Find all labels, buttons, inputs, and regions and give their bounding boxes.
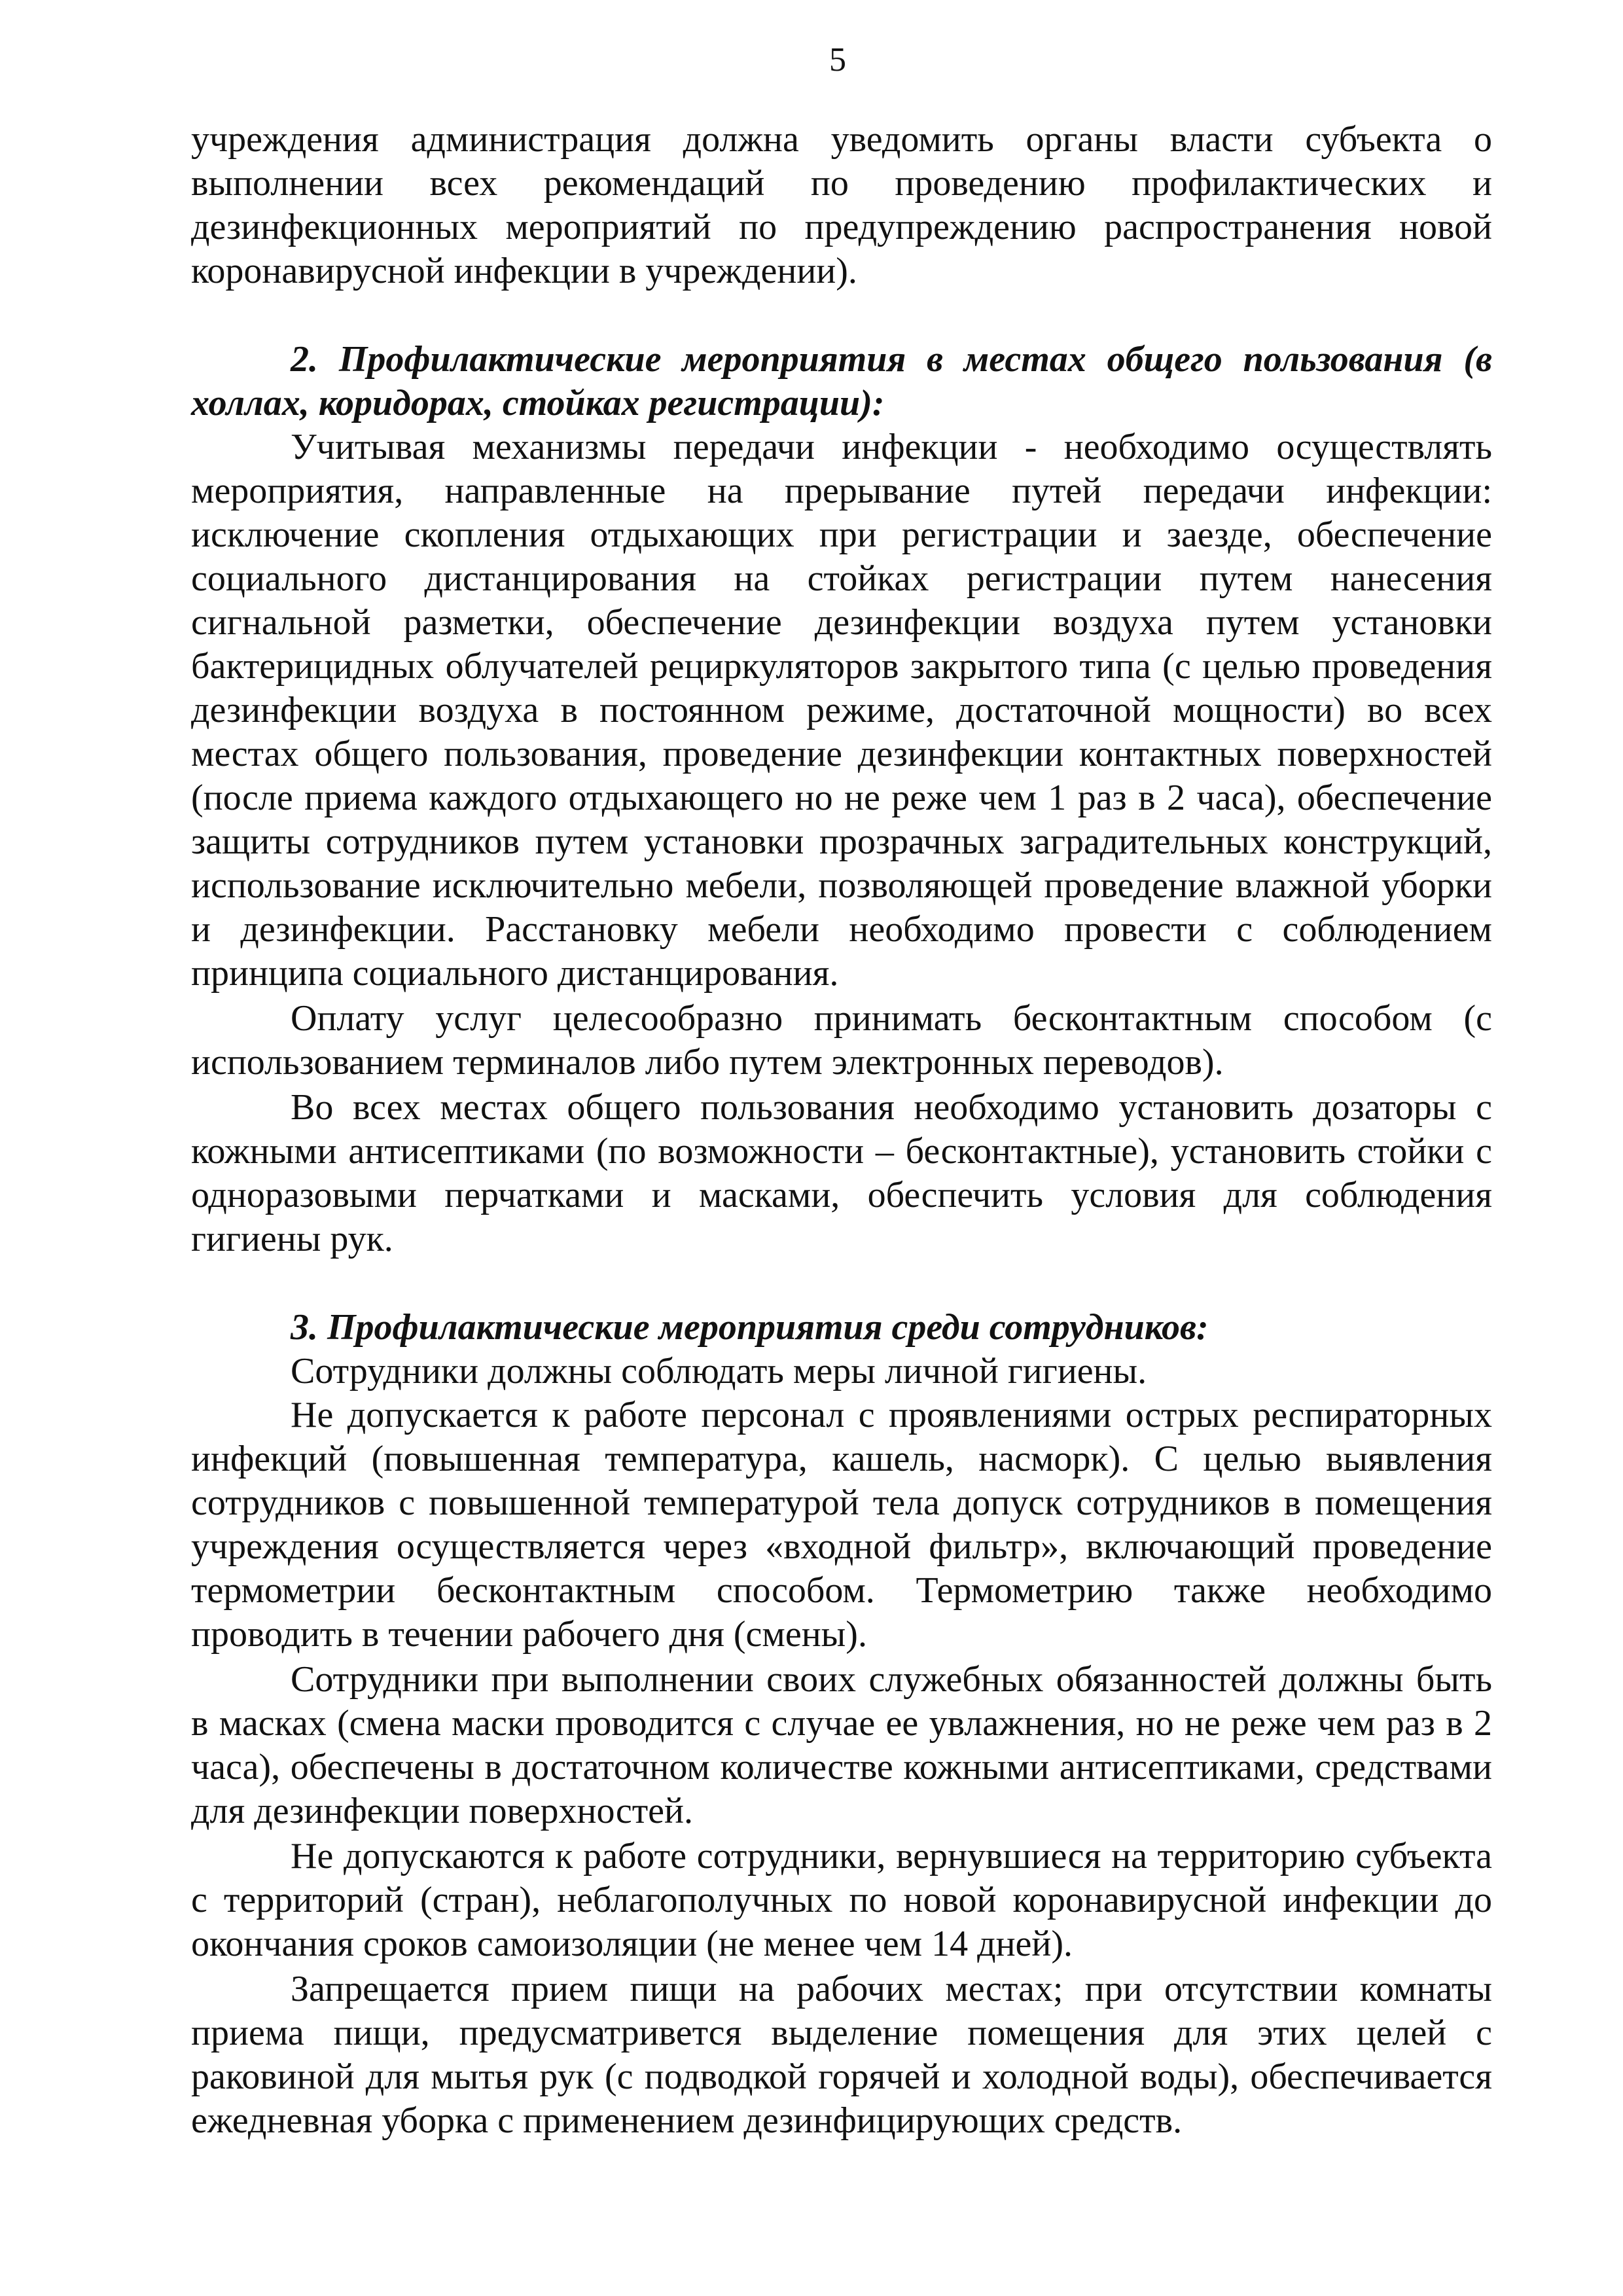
page-number: 5 — [829, 41, 846, 79]
paragraph-eating-restrictions: Запрещается прием пищи на рабочих местах; при отсутствии комнаты приема пищи, предусматривется выделение помещения для этих целей с раковиной для мытья рук (с подводкой горячей и холодной воды), обеспечивается ежедневная уборка с применением дезинфицирующих средств. — [191, 1969, 1492, 2141]
paragraph-masks: Сотрудники при выполнении своих служебных обязанностей должны быть в масках (смена маски проводится с случае ее увлажнения, но не реже чем раз в 2 часа), обеспечены в достаточном количестве кожными антисептиками, средствами для дезинфекции поверхностей. — [191, 1659, 1492, 1831]
paragraph-transmission-measures: Учитывая механизмы передачи инфекции - необходимо осуществлять мероприятия, направленные на прерывание путей передачи инфекции: исключение скопления отдыхающих при регистрации и заезде, обеспечение социального дистанцирования на стойках регистрации путем нанесения сигнальной разметки, обеспечение дезинфекции воздуха путем установки бактерицидных облучателей рециркуляторов закрытого типа (с целью проведения дезинфекции воздуха в постоянном режиме, достаточной мощности) во всех местах общего пользования, проведение дезинфекции контактных поверхностей (после приема каждого отдыхающего но не реже чем 1 раз в 2 часа), обеспечение защиты сотрудников путем установки прозрачных заградительных конструкций, использование исключительно мебели, позволяющей проведение влажной уборки и дезинфекции. Расстановку мебели необходимо провести с соблюдением принципа социального дистанцирования. — [191, 427, 1492, 994]
paragraph-personal-hygiene: Сотрудники должны соблюдать меры личной гигиены. — [291, 1351, 1147, 1391]
paragraph-continuation: учреждения администрация должна уведомить органы власти субъекта о выполнении всех рекомендаций по проведению профилактических и дезинфекционных мероприятий по предупреждению распространения новой коронавирусной инфекции в учреждении). — [191, 119, 1492, 291]
section-heading-3: 3. Профилактические мероприятия среди сотрудников: — [291, 1307, 1209, 1348]
section-heading-2: 2. Профилактические мероприятия в местах общего пользования (в холлах, коридорах, стойках регистрации): — [191, 339, 1492, 423]
paragraph-staff-admission: Не допускается к работе персонал с проявлениями острых респираторных инфекций (повышенная температура, кашель, насморк). С целью выявления сотрудников с повышенной температурой тела допуск сотрудников в помещения учреждения осуществляется через «входной фильтр», включающий проведение термометрии бесконтактным способом. Термометрию также необходимо проводить в течении рабочего дня (смены). — [191, 1395, 1492, 1655]
document-body — [191, 118, 1492, 2143]
paragraph-self-isolation: Не допускаются к работе сотрудники, вернувшиеся на территорию субъекта с территорий (стран), неблагополучных по новой коронавирусной инфекции до окончания сроков самоизоляции (не менее чем 14 дней). — [191, 1836, 1492, 1964]
paragraph-contactless-payment: Оплату услуг целесообразно принимать бесконтактным способом (с использованием терминалов либо путем электронных переводов). — [191, 998, 1492, 1083]
paragraph-antiseptic-dispensers: Во всех местах общего пользования необходимо установить дозаторы с кожными антисептиками (по возможности – бесконтактные), установить стойки с одноразовыми перчатками и масками, обеспечить условия для соблюдения гигиены рук. — [191, 1087, 1492, 1259]
